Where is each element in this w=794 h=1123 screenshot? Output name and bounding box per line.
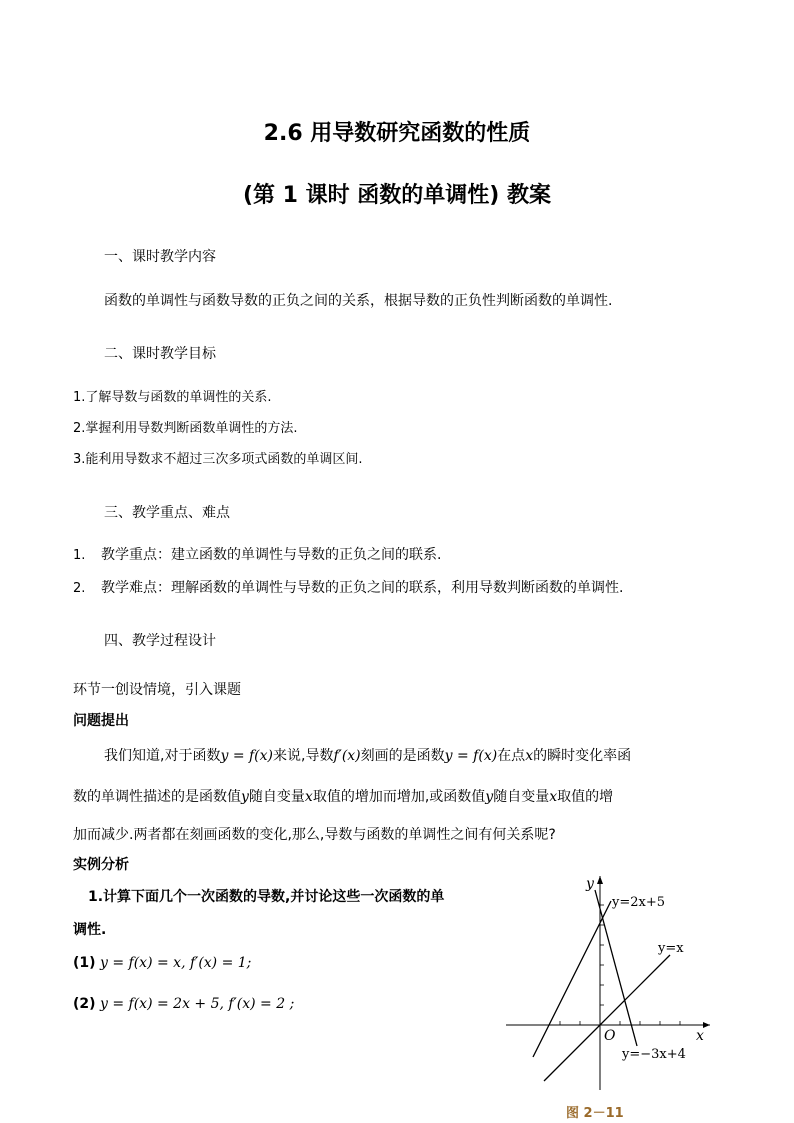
- y-axis-label: y: [586, 876, 594, 892]
- keypoint-number: 1.: [73, 548, 86, 563]
- text-run: 随自变量: [493, 789, 550, 805]
- line-y-x: [544, 955, 670, 1081]
- text-run: 取值的增加而增加,或函数值: [312, 789, 486, 805]
- text-run: 的瞬时变化率函: [533, 748, 632, 764]
- example-1-item-2: [73, 996, 294, 1012]
- figure-graph: [500, 868, 720, 1098]
- section-heading-process: 四、教学过程设计: [104, 633, 216, 649]
- text-run: 随自变量: [248, 789, 305, 805]
- section-heading-content: 一、课时教学内容: [104, 249, 216, 265]
- math-expr: x: [525, 748, 534, 764]
- paragraph-line-1: [104, 745, 631, 765]
- line-y-minus-3x-plus-4: [595, 890, 637, 1046]
- problem-title: 问题提出: [73, 713, 129, 729]
- math-expr: y = f(x) = 2x + 5, f′(x) = 2 ;: [100, 996, 295, 1012]
- example-1-line-2: 调性.: [73, 922, 107, 938]
- figure-caption: 图 2－11: [566, 1106, 624, 1121]
- math-expr: x: [549, 789, 558, 805]
- keypoint-item-2: [73, 577, 623, 597]
- example-1-item-1: [73, 955, 251, 971]
- keypoint-text: 教学重点：建立函数的单调性与导数的正负之间的联系.: [101, 547, 442, 563]
- section-heading-keypoints: 三、教学重点、难点: [104, 505, 230, 521]
- goal-item-2: 2.掌握利用导数判断函数单调性的方法.: [73, 421, 298, 436]
- text-run: 刻画的是函数: [360, 748, 445, 764]
- paragraph-line-2: [73, 786, 613, 806]
- item-label: (1): [73, 955, 96, 971]
- example-title: 实例分析: [73, 857, 129, 873]
- item-label: (2): [73, 996, 96, 1012]
- line-label-minus-3x-plus-4: y=−3x+4: [622, 1047, 686, 1062]
- math-expr: x: [304, 789, 313, 805]
- goal-item-3: 3.能利用导数求不超过三次多项式函数的单调区间.: [73, 452, 363, 467]
- text-run: 数的单调性描述的是函数值: [73, 789, 241, 805]
- text-run: 取值的增: [557, 789, 614, 805]
- math-expr: y: [485, 789, 494, 805]
- origin-label: O: [604, 1028, 616, 1044]
- line-label-2x-plus-5: y=2x+5: [612, 895, 666, 910]
- example-1-line-1: 1.计算下面几个一次函数的导数,并讨论这些一次函数的单: [88, 889, 445, 905]
- x-axis-label: x: [696, 1028, 704, 1044]
- math-expr: y = f(x): [220, 748, 273, 764]
- x-axis-ticks: [560, 1021, 680, 1025]
- paragraph-line-3: 加而减少.两者都在刻画函数的变化,那么,导数与函数的单调性之间有何关系呢?: [73, 827, 556, 843]
- math-expr: y: [241, 789, 249, 805]
- keypoint-number: 2.: [73, 581, 86, 596]
- text-run: 来说,导数: [273, 748, 334, 764]
- line-y-2x-plus-5: [533, 901, 611, 1057]
- text-run: 在点: [497, 748, 526, 764]
- section-heading-goals: 二、课时教学目标: [104, 346, 216, 362]
- line-label-x: y=x: [658, 941, 684, 956]
- goal-item-1: 1.了解导数与函数的单调性的关系.: [73, 390, 272, 405]
- stage-one-heading: 环节一创设情境，引入课题: [73, 682, 241, 698]
- section-content-text: 函数的单调性与函数导数的正负之间的关系，根据导数的正负性判断函数的单调性.: [104, 293, 613, 309]
- math-expr: f′(x): [333, 748, 361, 764]
- math-expr: y = f(x) = x, f′(x) = 1;: [100, 955, 252, 971]
- keypoint-item-1: [73, 544, 441, 564]
- text-run: 我们知道,对于函数: [104, 748, 221, 764]
- page-subtitle: (第 1 课时 函数的单调性) 教案: [242, 183, 552, 208]
- math-expr: y = f(x): [444, 748, 498, 764]
- x-axis-arrow: [703, 1022, 710, 1028]
- y-axis-arrow: [597, 876, 603, 884]
- page-title: 2.6 用导数研究函数的性质: [263, 121, 531, 146]
- keypoint-text: 教学难点：理解函数的单调性与导数的正负之间的联系，利用导数判断函数的单调性.: [101, 580, 624, 596]
